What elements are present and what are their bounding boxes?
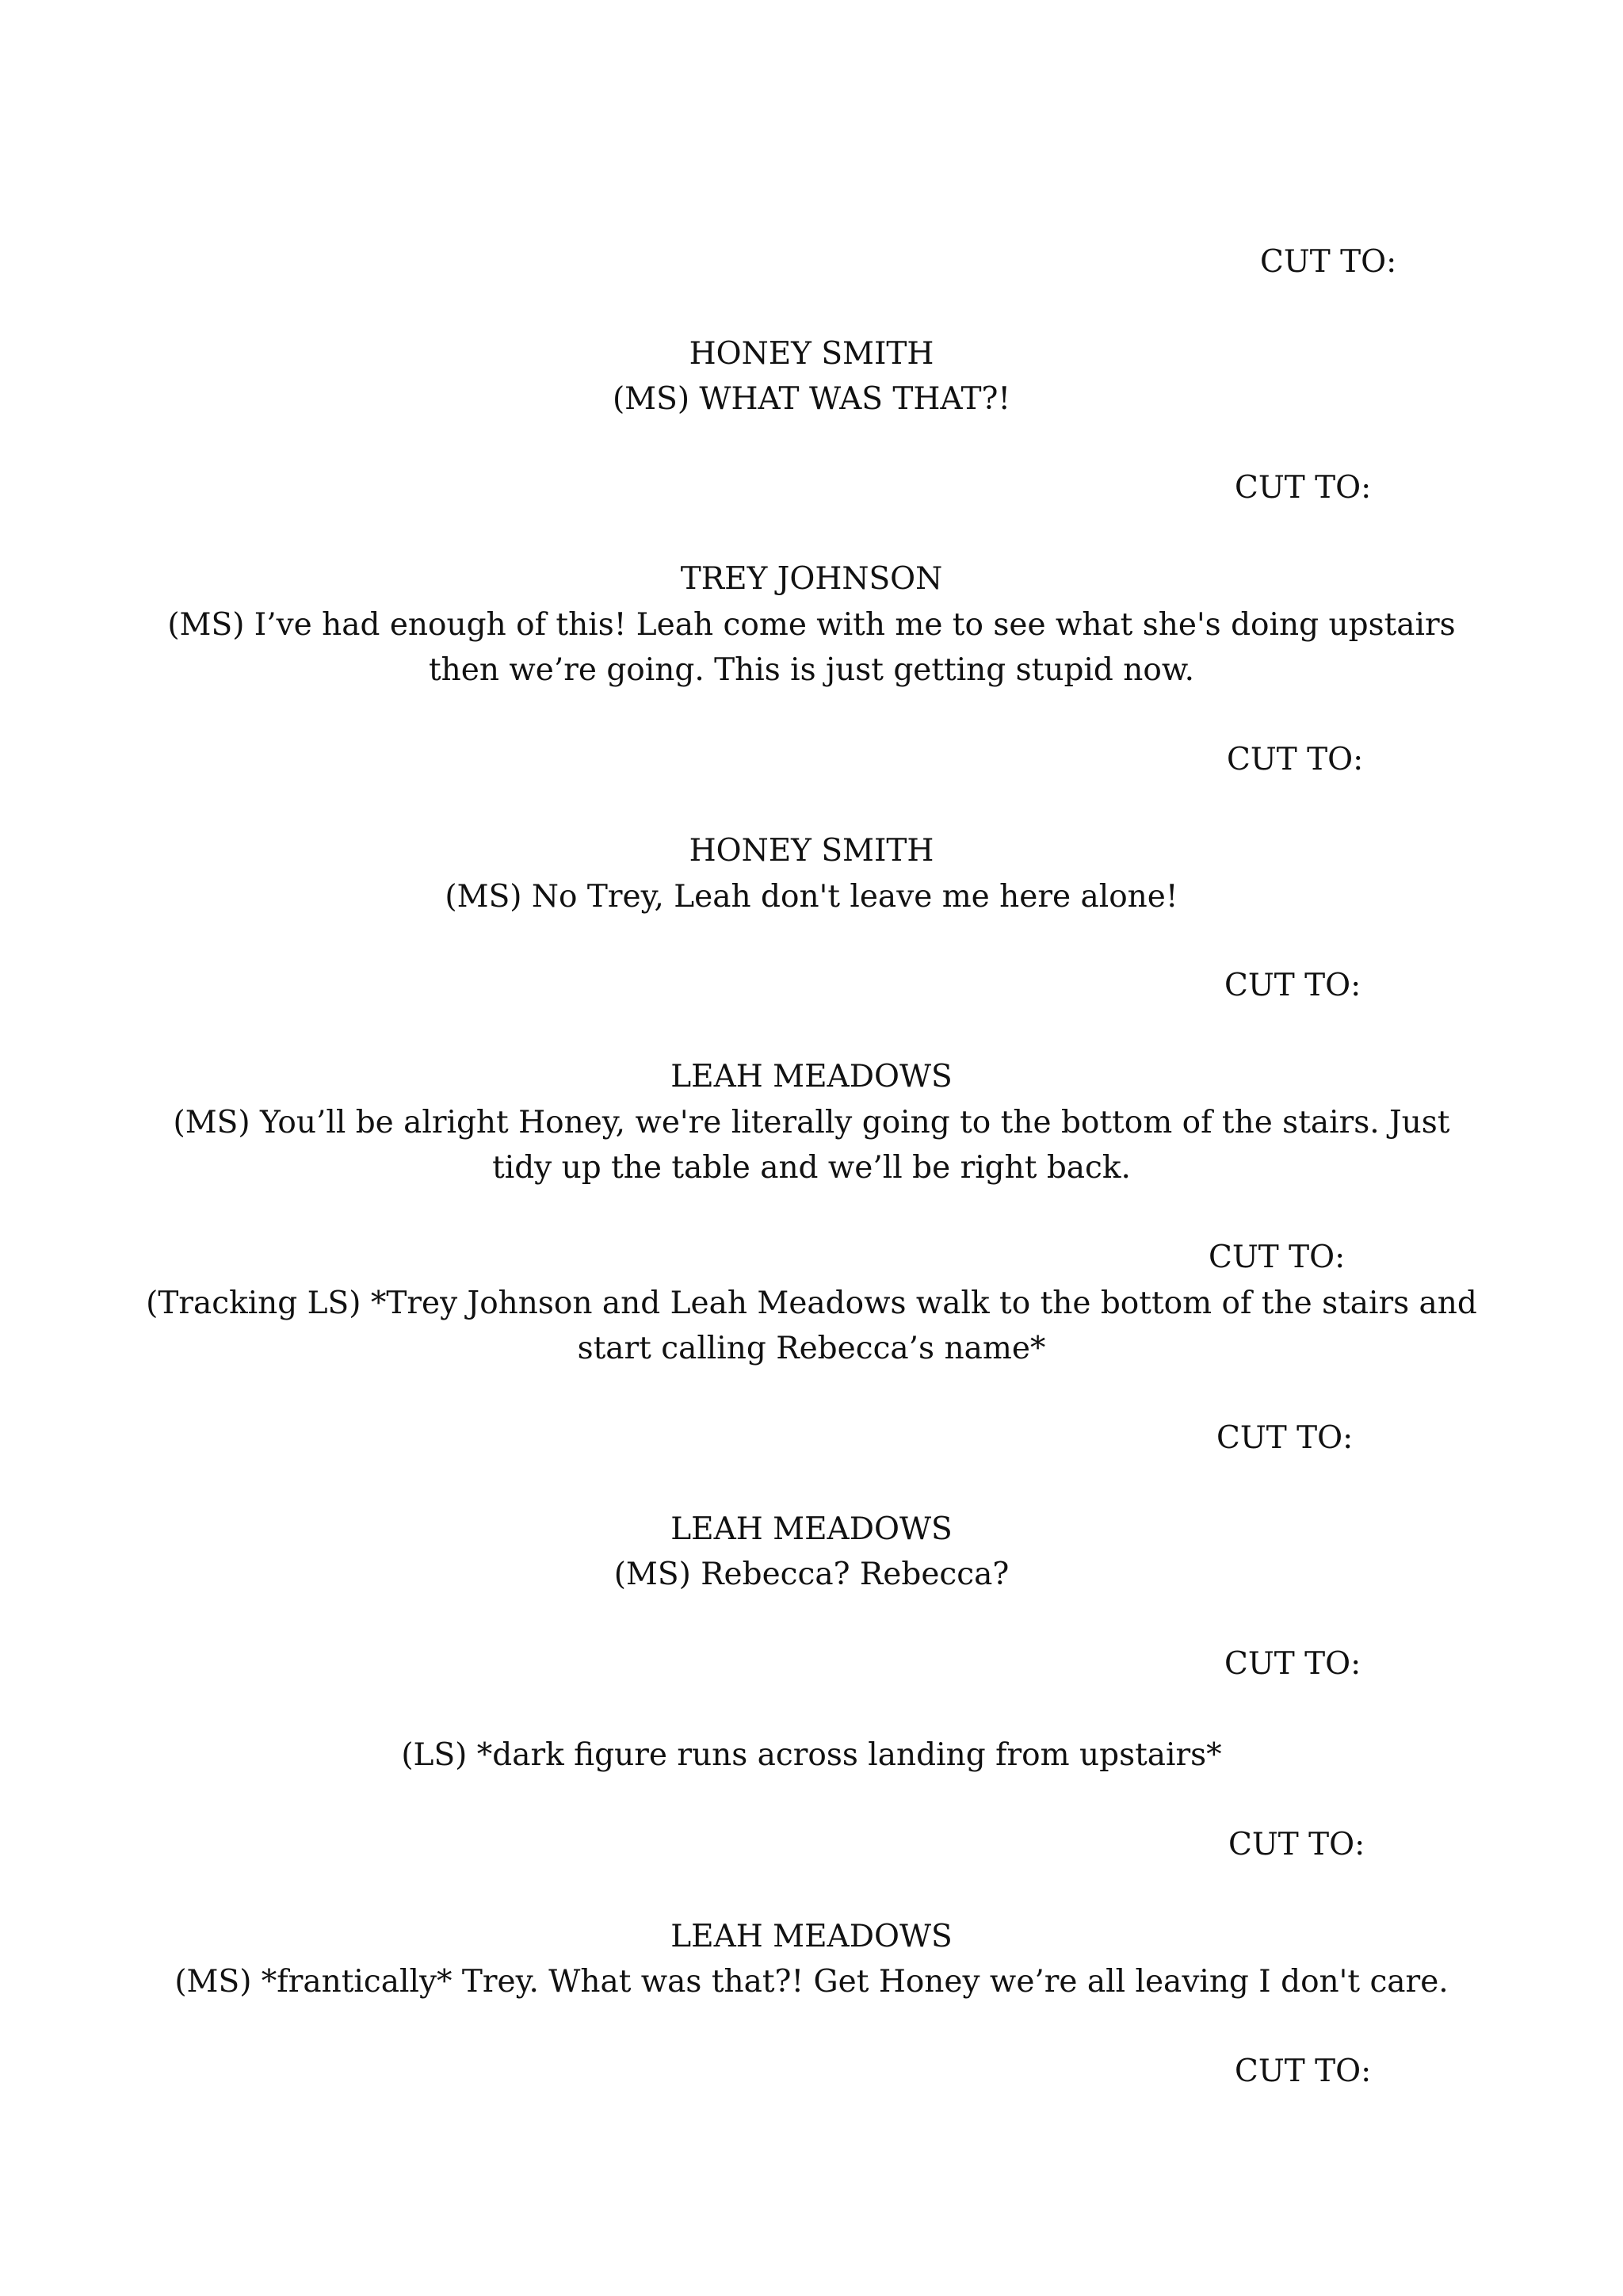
character-name: HONEY SMITH — [689, 336, 934, 372]
dialogue-line: (MS) *frantically* Trey. What was that?! Get Honey we’re all leaving I don't care. — [174, 1964, 1449, 2000]
transition-cut-to: CUT TO: — [1260, 244, 1397, 280]
dialogue-line: then we’re going. This is just getting stupid now. — [428, 652, 1195, 688]
transition-cut-to: CUT TO: — [1227, 742, 1364, 777]
dialogue-line: tidy up the table and we’ll be right back. — [492, 1150, 1131, 1186]
dialogue-line: (MS) Rebecca? Rebecca? — [613, 1557, 1010, 1592]
transition-cut-to: CUT TO: — [1235, 2053, 1372, 2089]
action-line: start calling Rebecca’s name* — [577, 1331, 1046, 1366]
character-name: TREY JOHNSON — [680, 561, 943, 597]
transition-cut-to: CUT TO: — [1216, 1420, 1354, 1456]
character-name: LEAH MEADOWS — [670, 1511, 953, 1547]
character-name: LEAH MEADOWS — [670, 1059, 953, 1095]
transition-cut-to: CUT TO: — [1235, 470, 1372, 506]
dialogue-line: (MS) No Trey, Leah don't leave me here alone! — [445, 879, 1178, 915]
transition-cut-to: CUT TO: — [1224, 968, 1361, 1003]
transition-cut-to: CUT TO: — [1224, 1646, 1361, 1682]
action-line: (Tracking LS) *Trey Johnson and Leah Meadows walk to the bottom of the stairs and — [146, 1286, 1477, 1321]
character-name: LEAH MEADOWS — [670, 1919, 953, 1954]
character-name: HONEY SMITH — [689, 833, 934, 869]
transition-cut-to: CUT TO: — [1209, 1240, 1346, 1275]
dialogue-line: (MS) I’ve had enough of this! Leah come with me to see what she's doing upstairs — [167, 607, 1456, 643]
dialogue-line: (MS) WHAT WAS THAT?! — [612, 381, 1011, 417]
action-line: (LS) *dark figure runs across landing from upstairs* — [401, 1737, 1222, 1773]
dialogue-line: (MS) You’ll be alright Honey, we're literally going to the bottom of the stairs. Just — [173, 1105, 1450, 1140]
transition-cut-to: CUT TO: — [1228, 1827, 1365, 1862]
